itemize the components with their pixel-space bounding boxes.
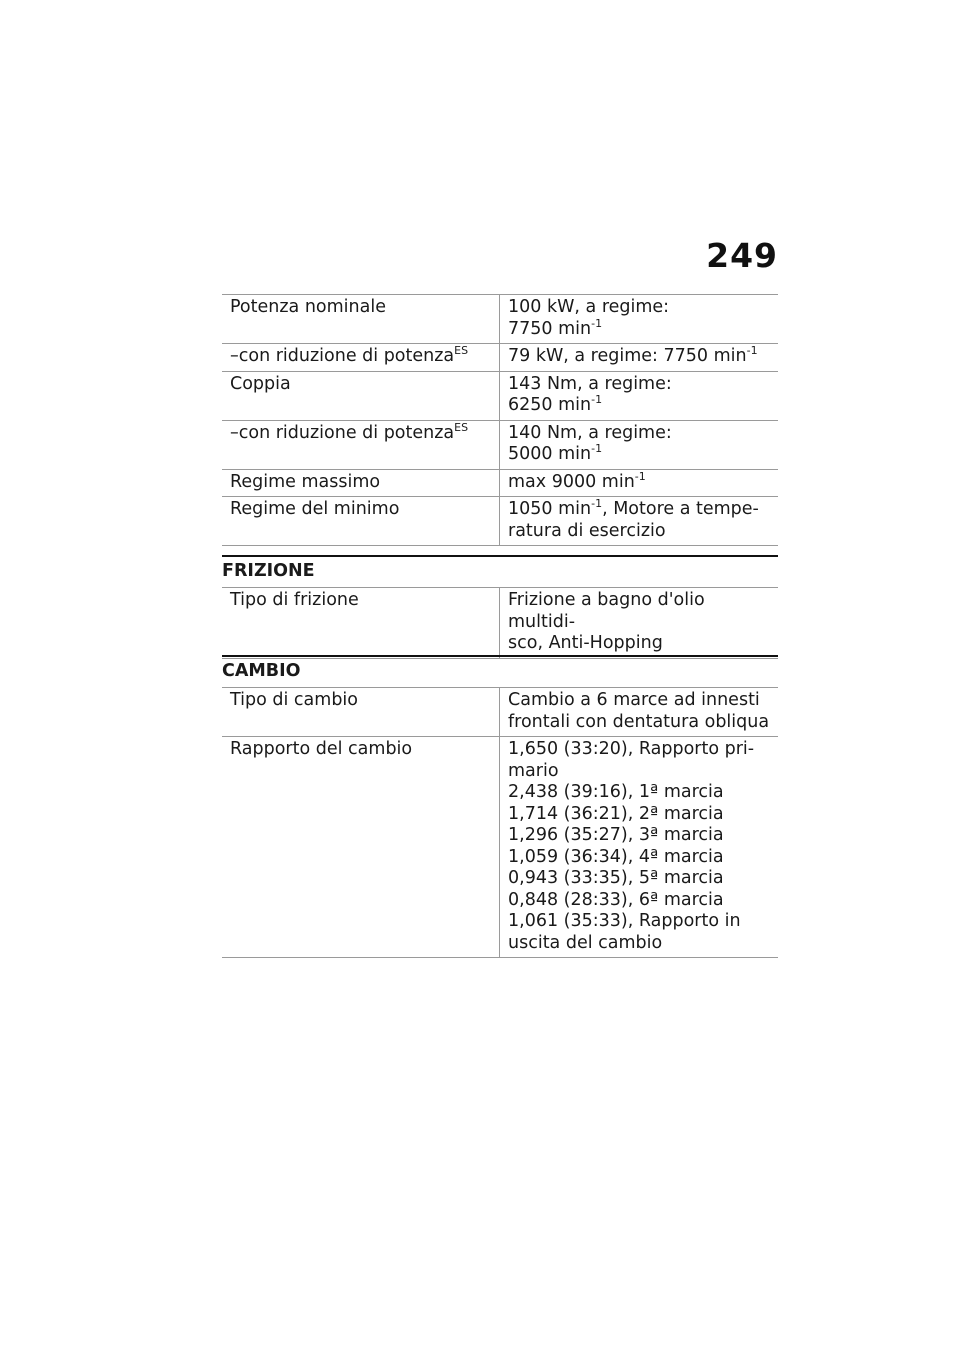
value-text: 143 Nm, a regime:	[508, 373, 672, 394]
superscript: -1	[591, 316, 603, 330]
table-row	[222, 588, 778, 659]
value-text: 1050 min	[508, 499, 592, 519]
superscript: ES	[454, 420, 469, 434]
value-text: 79 kW, a regime: 7750 min	[508, 346, 747, 366]
value-line: mario	[508, 760, 559, 781]
spec-label-text: –con riduzione di potenza	[230, 346, 455, 366]
spec-label	[222, 469, 500, 497]
spec-label	[222, 371, 500, 420]
table-row	[222, 497, 778, 546]
value-line: uscita del cambio	[508, 932, 663, 953]
value-line: sco, Anti-Hopping	[508, 633, 663, 653]
clutch-section	[222, 555, 778, 659]
spec-value	[500, 371, 779, 420]
gearbox-specs-table	[222, 687, 778, 958]
value-text: 100 kW, a regime:	[508, 297, 670, 317]
value-line	[508, 374, 772, 396]
value-line: 1,061 (35:33), Rapporto in	[508, 911, 741, 931]
value-line	[508, 521, 772, 543]
value-text: 6250 min	[508, 395, 592, 415]
spec-label	[222, 420, 500, 469]
superscript: -1	[591, 497, 603, 510]
value-line	[508, 444, 772, 466]
value-line: 1,714 (36:21), 2ª marcia	[508, 803, 724, 824]
spec-value	[500, 497, 779, 546]
superscript: -1	[634, 469, 646, 483]
spec-label	[222, 497, 500, 546]
value-line	[508, 395, 772, 417]
value-text: 140 Nm, a regime:	[508, 422, 672, 443]
spec-value	[500, 420, 779, 469]
spec-value	[500, 469, 779, 497]
spec-value	[500, 688, 779, 737]
section-title-gearbox: CAMBIO	[222, 661, 301, 681]
superscript: ES	[454, 344, 469, 357]
value-text: 5000 min	[508, 444, 592, 464]
section-title-clutch: FRIZIONE	[222, 561, 315, 581]
spec-label-text: Regime massimo	[230, 471, 381, 492]
page-number: 249	[706, 236, 778, 275]
spec-label-text: Coppia	[230, 373, 291, 394]
superscript: -1	[591, 442, 603, 455]
value-line: Cambio a 6 marce ad innesti	[508, 690, 760, 710]
clutch-specs-table	[222, 587, 778, 659]
value-text: ratura di esercizio	[508, 520, 666, 541]
table-row	[222, 344, 778, 372]
value-text: , Motore a tempe-	[602, 499, 759, 519]
spec-value	[500, 588, 779, 659]
spec-label-text: –con riduzione di potenza	[230, 422, 455, 443]
value-line	[508, 469, 772, 494]
value-line	[508, 316, 772, 341]
table-row	[222, 295, 778, 344]
spec-label-text: Regime del minimo	[230, 499, 400, 519]
value-line: 1,650 (33:20), Rapporto pri-	[508, 739, 755, 759]
gearbox-section	[222, 655, 778, 958]
table-row	[222, 688, 778, 737]
superscript: -1	[746, 344, 758, 357]
spec-value	[500, 344, 779, 372]
spec-value	[500, 737, 779, 958]
value-line: 0,943 (33:35), 5ª marcia	[508, 868, 724, 888]
value-line: frontali con dentatura obliqua	[508, 711, 770, 732]
value-line: 2,438 (39:16), 1ª marcia	[508, 782, 724, 802]
engine-specs-block	[222, 294, 778, 546]
value-line	[508, 346, 772, 368]
value-line	[508, 423, 772, 445]
spec-label: Tipo di frizione	[222, 588, 500, 659]
table-row	[222, 737, 778, 958]
value-line	[508, 499, 772, 521]
table-row	[222, 420, 778, 469]
value-line: 1,059 (36:34), 4ª marcia	[508, 846, 724, 867]
spec-label	[222, 344, 500, 372]
superscript: -1	[591, 393, 603, 406]
value-line: 0,848 (28:33), 6ª marcia	[508, 889, 724, 910]
value-line: 1,296 (35:27), 3ª marcia	[508, 825, 724, 845]
spec-label	[222, 295, 500, 344]
table-row	[222, 469, 778, 497]
engine-specs-table	[222, 294, 778, 546]
value-line: Frizione a bagno d'olio multidi-	[508, 590, 705, 632]
spec-label-text: Potenza nominale	[230, 297, 386, 317]
value-text: 7750 min	[508, 318, 592, 339]
value-line	[508, 297, 772, 319]
value-text: max 9000 min	[508, 471, 635, 492]
spec-value	[500, 295, 779, 344]
spec-label: Tipo di cambio	[222, 688, 500, 737]
table-row	[222, 371, 778, 420]
spec-label: Rapporto del cambio	[222, 737, 500, 958]
